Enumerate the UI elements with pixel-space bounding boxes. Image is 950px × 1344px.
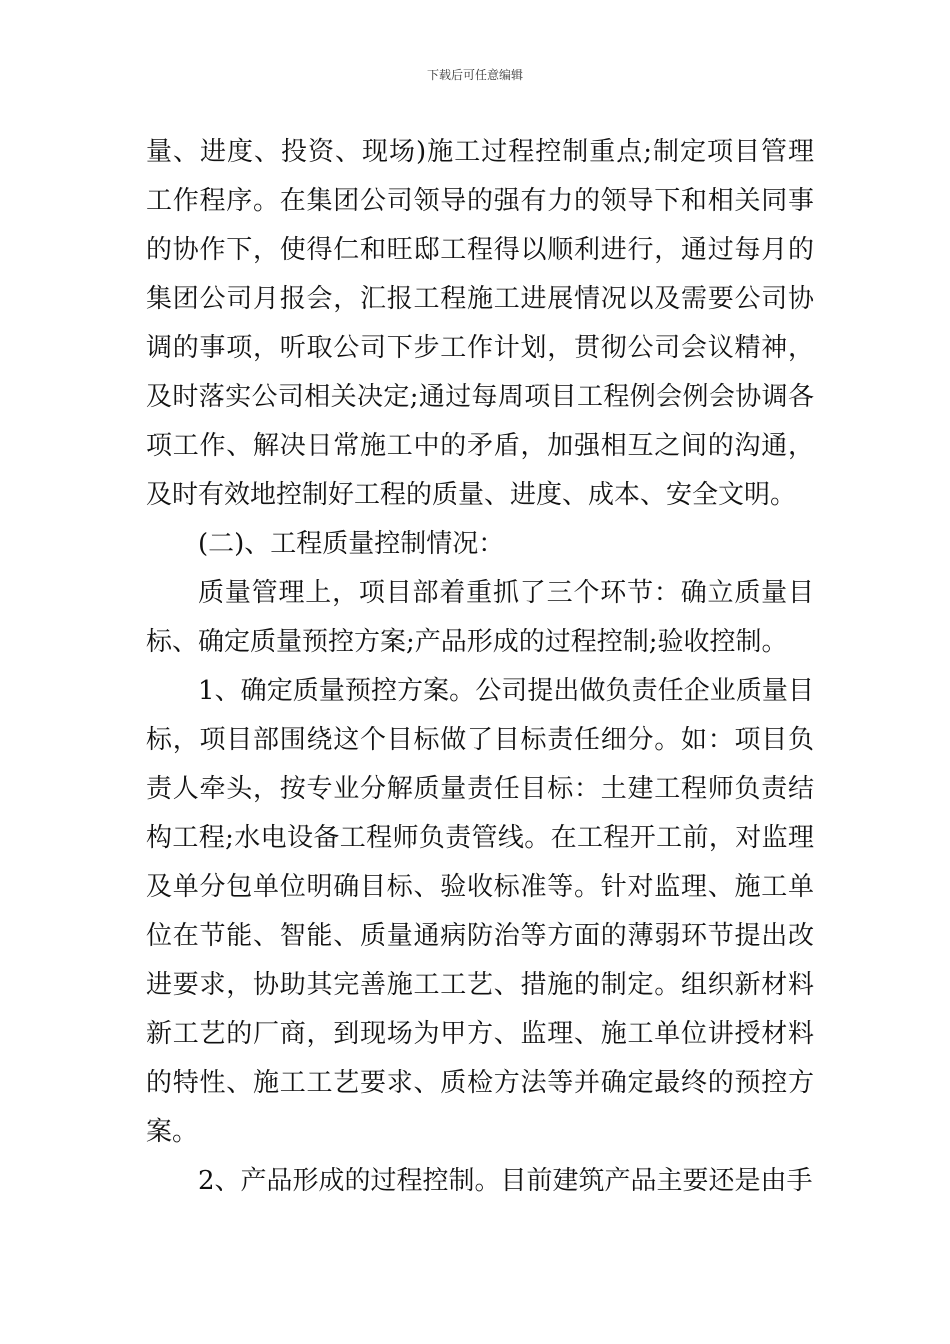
paragraph-item-2: 2、产品形成的过程控制。目前建筑产品主要还是由手 xyxy=(198,1166,813,1196)
paragraph-quality-management: 质量管理上，项目部着重抓了三个环节：确立质量目标、确定质量预控方案;产品形成的过程控制;验收控制。 xyxy=(146,578,814,657)
page-header: 下载后可任意编辑 xyxy=(426,68,523,82)
paragraph-continuation: 量、进度、投资、现场)施工过程控制重点;制定项目管理工作程序。在集团公司领导的强有力的领导下和相关同事的协作下，使得仁和旺邸工程得以顺利进行，通过每月的集团公司月报会，汇报工程施工进展情况以及需要公司协调的事项，听取公司下步工作计划，贯彻公司会议精神，及时落实公司相关决定;通过每周项目工程例会例会协调各项工作、解决日常施工中的矛盾，加强相互之间的沟通，及时有效地控制好工程的质量、进度、成本、安全文明。 xyxy=(146,137,814,510)
section-heading-quality-control: (二)、工程质量控制情况： xyxy=(198,529,505,559)
document-body xyxy=(146,128,814,1206)
paragraph-item-1: 1、确定质量预控方案。公司提出做负责任企业质量目标，项目部围绕这个目标做了目标责任细分。如：项目负责人牵头，按专业分解质量责任目标：土建工程师负责结构工程;水电设备工程师负责管线。在工程开工前，对监理及单分包单位明确目标、验收标准等。针对监理、施工单位在节能、智能、质量通病防治等方面的薄弱环节提出改进要求，协助其完善施工工艺、措施的制定。组织新材料新工艺的厂商，到现场为甲方、监理、施工单位讲授材料的特性、施工工艺要求、质检方法等并确定最终的预控方案。 xyxy=(146,676,814,1147)
